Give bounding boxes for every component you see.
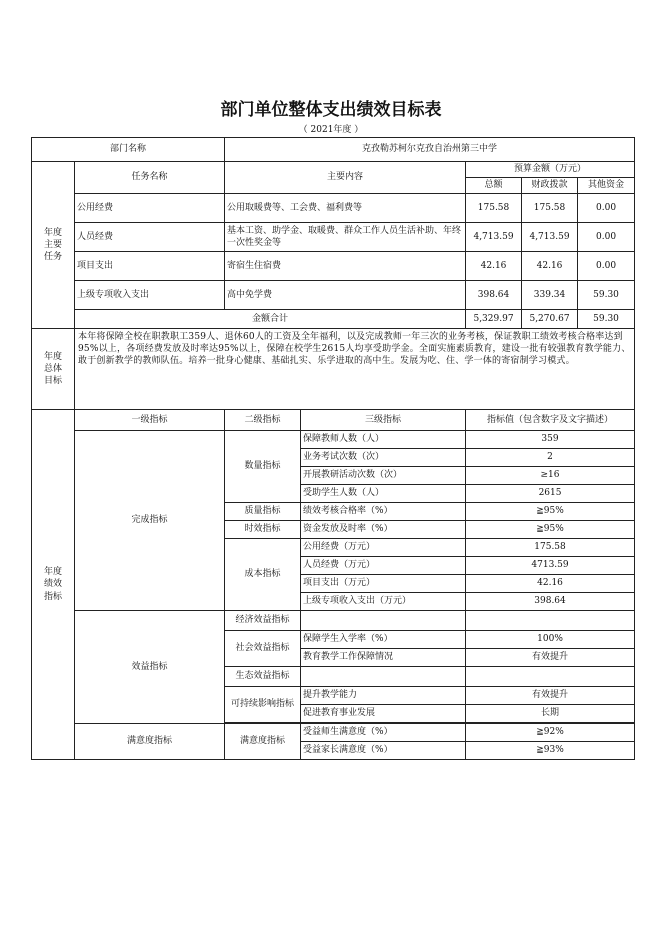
- l3-value: 有效提升: [466, 649, 635, 667]
- task-name: 项目支出: [75, 252, 225, 281]
- task-name: 上级专项收入支出: [75, 281, 225, 310]
- fiscal-year: （ 2021年度 ）: [298, 125, 364, 135]
- l3-value: ≧95%: [466, 521, 635, 539]
- l3-name: 提升教学能力: [301, 687, 466, 705]
- table-row: [32, 310, 635, 329]
- l3-name: 教育教学工作保障情况: [301, 649, 466, 667]
- l3-name: 绩效考核合格率（%）: [301, 503, 466, 521]
- l3-name: 人员经费（万元）: [301, 557, 466, 575]
- task-fiscal: 42.16: [522, 252, 578, 281]
- table-row: [32, 611, 635, 631]
- table-row: [32, 223, 635, 252]
- task-fiscal: 4,713.59: [522, 223, 578, 252]
- task-col-name: 任务名称: [75, 162, 225, 194]
- task-content: 公用取暖费等、工会费、福利费等: [225, 194, 466, 223]
- l3-name: 受益家长满意度（%）: [301, 742, 466, 760]
- task-other: 0.00: [578, 223, 635, 252]
- l3-name: 项目支出（万元）: [301, 575, 466, 593]
- l2-time: 时效指标: [225, 521, 301, 539]
- l3-value: ≧95%: [466, 503, 635, 521]
- perf-col2: 二级指标: [225, 410, 301, 431]
- l1-satisfaction: 满意度指标: [75, 724, 225, 760]
- task-fiscal: 175.58: [522, 194, 578, 223]
- l3-name: 开展教研活动次数（次）: [301, 467, 466, 485]
- task-name: 公用经费: [75, 194, 225, 223]
- l3-value: 100%: [466, 631, 635, 649]
- performance-target-table: [31, 137, 635, 760]
- l3-value: 2: [466, 449, 635, 467]
- l2-satisfaction: 满意度指标: [225, 724, 301, 760]
- l2-economic: 经济效益指标: [225, 611, 301, 631]
- l3-value: 4713.59: [466, 557, 635, 575]
- l3-name: 公用经费（万元）: [301, 539, 466, 557]
- l3-value: 有效提升: [466, 687, 635, 705]
- l2-quality: 质量指标: [225, 503, 301, 521]
- perf-col4: 指标值（包含数字及文字描述）: [466, 410, 635, 431]
- perf-col1: 一级指标: [75, 410, 225, 431]
- l3-value: 长期: [466, 705, 635, 723]
- l3-name: 受益师生满意度（%）: [301, 724, 466, 742]
- sum-label: 金额合计: [75, 310, 466, 329]
- dept-name: 克孜勒苏柯尔克孜自治州第三中学: [225, 138, 635, 162]
- task-col-budget: 预算金额（万元）: [466, 162, 635, 178]
- task-content: 高中免学费: [225, 281, 466, 310]
- l2-sustain: 可持续影响指标: [225, 687, 301, 723]
- l3-value: ≥16: [466, 467, 635, 485]
- task-other: 59.30: [578, 281, 635, 310]
- l1-benefit: 效益指标: [75, 611, 225, 724]
- l3-value: 42.16: [466, 575, 635, 593]
- goal-text: 本年将保障全校在职教职工359人、退休60人的工资及全年福利，以及完成教师一年三次的业务考核，保证教职工绩效考核合格率达到95%以上，各项经费发放及时率达95%以上，保障在校学生2615人均享受助学金。全面实施素质教育，建设一批有较强教育教学能力、敢于创新教学的教师队伍。培养一批身心健康、基础扎实、乐学进取的高中生。发展为吃、住、学一体的寄宿制学习模式。: [75, 329, 635, 410]
- table-row: [32, 431, 635, 449]
- sum-total: 5,329.97: [466, 310, 522, 329]
- l3-name: 上级专项收入支出（万元）: [301, 593, 466, 611]
- task-total: 4,713.59: [466, 223, 522, 252]
- l3-value: ≧93%: [466, 742, 635, 760]
- table-row: [32, 252, 635, 281]
- task-other: 0.00: [578, 194, 635, 223]
- task-total: 42.16: [466, 252, 522, 281]
- task-total: 398.64: [466, 281, 522, 310]
- table-row: [32, 281, 635, 310]
- goal-side-label: 年度 总体 目标: [32, 329, 75, 410]
- task-total: 175.58: [466, 194, 522, 223]
- l3-value: [466, 667, 635, 687]
- task-content: 寄宿生住宿费: [225, 252, 466, 281]
- l3-name: 保障教师人数（人）: [301, 431, 466, 449]
- perf-side-label: 年度 绩效 指标: [32, 410, 75, 760]
- table-row: [32, 194, 635, 223]
- l2-quantity: 数量指标: [225, 431, 301, 503]
- l3-value: 359: [466, 431, 635, 449]
- l2-eco: 生态效益指标: [225, 667, 301, 687]
- l3-value: [466, 611, 635, 631]
- sum-other: 59.30: [578, 310, 635, 329]
- l3-name: [301, 611, 466, 631]
- task-col-content: 主要内容: [225, 162, 466, 194]
- l3-name: [301, 667, 466, 687]
- task-col-other: 其他资金: [578, 178, 635, 194]
- l3-value: 2615: [466, 485, 635, 503]
- task-col-fiscal: 财政拨款: [522, 178, 578, 194]
- l2-social: 社会效益指标: [225, 631, 301, 667]
- l3-name: 保障学生入学率（%）: [301, 631, 466, 649]
- task-name: 人员经费: [75, 223, 225, 252]
- l3-value: 175.58: [466, 539, 635, 557]
- perf-col3: 三级指标: [301, 410, 466, 431]
- l3-name: 促进教育事业发展: [301, 705, 466, 723]
- task-side-label: 年度 主要 任务: [32, 162, 75, 329]
- l3-name: 资金发放及时率（%）: [301, 521, 466, 539]
- task-other: 0.00: [578, 252, 635, 281]
- task-content: 基本工资、助学金、取暖费、群众工作人员生活补助、年终一次性奖金等: [225, 223, 466, 252]
- l2-cost: 成本指标: [225, 539, 301, 611]
- page-title: 部门单位整体支出绩效目标表: [220, 100, 442, 120]
- table-row: [32, 724, 635, 742]
- task-fiscal: 339.34: [522, 281, 578, 310]
- l3-name: 受助学生人数（人）: [301, 485, 466, 503]
- l3-value: 398.64: [466, 593, 635, 611]
- l3-value: ≧92%: [466, 724, 635, 742]
- l1-complete: 完成指标: [75, 431, 225, 611]
- sum-fiscal: 5,270.67: [522, 310, 578, 329]
- task-col-total: 总额: [466, 178, 522, 194]
- l3-name: 业务考试次数（次）: [301, 449, 466, 467]
- dept-label: 部门名称: [32, 138, 225, 162]
